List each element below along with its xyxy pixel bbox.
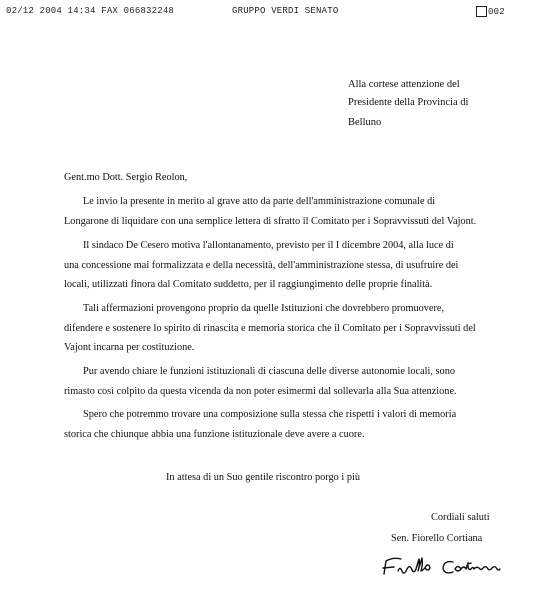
- signer-name: Sen. Fiorello Cortiana: [391, 533, 483, 544]
- recipient-line-2: Presidente della Provincia di: [348, 97, 469, 108]
- fax-page-label: 002: [488, 6, 505, 17]
- fax-header-sender: GRUPPO VERDI SENATO: [232, 6, 339, 16]
- paragraph-2-line-3: locali, utilizzati finora dal Comitato suddetto, per il raggiungimento delle proprie finalità.: [64, 279, 433, 290]
- closing-line: In attesa di un Suo gentile riscontro porgo i più: [166, 472, 360, 483]
- paragraph-1-line-2: Longarone di liquidare con una semplice lettera di sfratto il Comitato per i Sopravvissuti del Vajont.: [64, 216, 477, 227]
- paragraph-3-line-3: Vajont incarna per costituzione.: [64, 342, 195, 353]
- regards: Cordiali saluti: [431, 512, 490, 523]
- recipient-line-3: Belluno: [348, 117, 382, 128]
- paragraph-5-line-1: Spero che potremmo trovare una composizione sulla stessa che rispetti i valori di memoria: [83, 409, 457, 420]
- paragraph-2-line-1: Il sindaco De Cesero motiva l'allontanamento, previsto per il I dicembre 2004, alla luce di: [83, 240, 454, 251]
- paragraph-1-line-1: Le invio la presente in merito al grave atto da parte dell'amministrazione comunale di: [83, 196, 436, 207]
- fax-header-left: 02/12 2004 14:34 FAX 066832248: [6, 6, 175, 16]
- paragraph-4-line-1: Pur avendo chiare le funzioni istituzionali di ciascuna delle diverse autonomie locali, sono: [83, 366, 456, 377]
- recipient-line-1: Alla cortese attenzione del: [348, 79, 460, 90]
- paragraph-3-line-1: Tali affermazioni provengono proprio da quelle Istituzioni che dovrebbero promuovere,: [83, 303, 445, 314]
- paragraph-4-line-2: rimasto così colpito da questa vicenda da non poter esimermi dal sollevarla alla Sua attenzione.: [64, 386, 457, 397]
- salutation: Gent.mo Dott. Sergio Reolon,: [64, 172, 188, 183]
- paragraph-5-line-2: storica che chiunque abbia una funzione istituzionale deve avere a cuore.: [64, 429, 365, 440]
- paragraph-2-line-2: una concessione mai formalizzata e della necessità, dell'amministrazione stessa, di usufruire dei: [64, 260, 459, 271]
- paragraph-3-line-2: difendere e sostenere lo spirito di rinascita e memoria storica che il Comitato per i Sopravvissuti del: [64, 323, 476, 334]
